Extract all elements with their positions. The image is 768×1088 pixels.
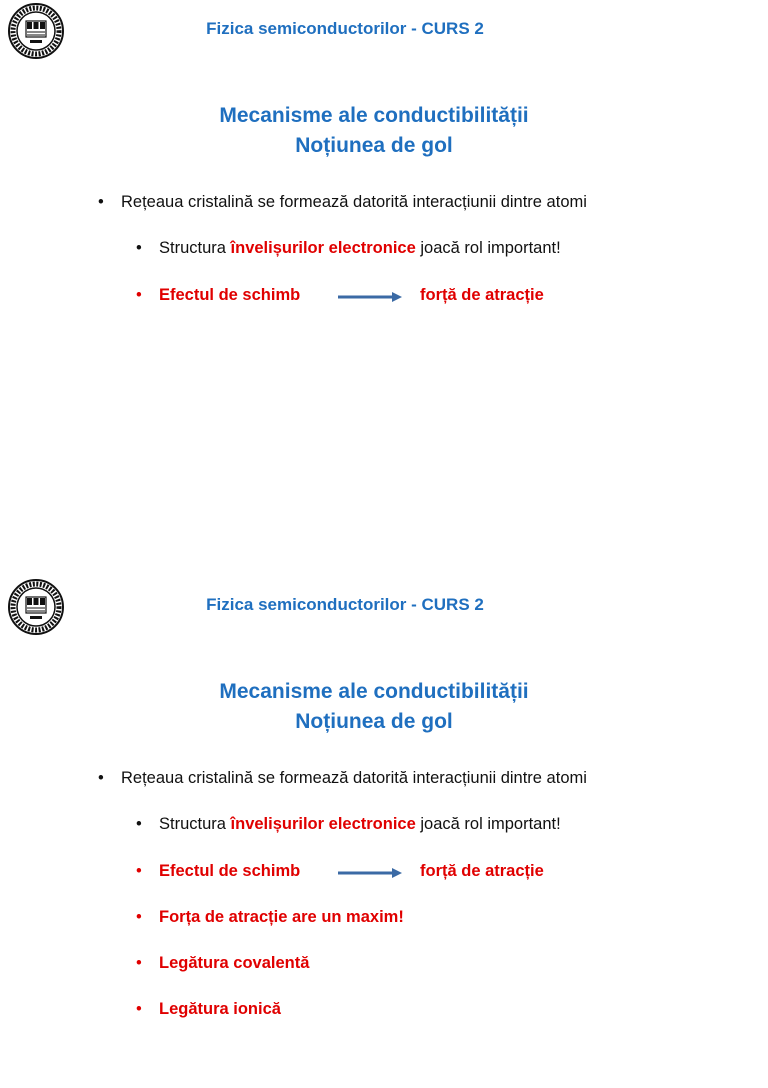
title-line-1: Mecanisme ale conductibilității — [219, 680, 529, 703]
bullet-text: Rețeaua cristalină se formează datorită interacțiunii dintre atomi — [121, 769, 587, 787]
bullet-text: Legătura ionică — [159, 1000, 281, 1018]
bullet-exchange — [136, 862, 301, 881]
page-title — [0, 677, 748, 737]
title-line-2: Noțiunea de gol — [295, 710, 453, 733]
bullet-text: Legătura covalentă — [159, 954, 310, 972]
bullet-lattice — [98, 193, 587, 212]
bullet-dot-icon: • — [136, 862, 142, 880]
title-line-1: Mecanisme ale conductibilității — [219, 104, 529, 127]
page-title — [0, 101, 748, 161]
bullet-dot-icon: • — [136, 908, 142, 926]
bullet-text: Forța de atracție are un maxim! — [159, 908, 404, 926]
slide-1 — [0, 0, 768, 512]
bullet-structure — [136, 239, 561, 258]
bullet-dot-icon: • — [136, 815, 142, 833]
bullet-dot-icon: • — [136, 286, 142, 304]
bullet-dot-icon: • — [136, 954, 142, 972]
bullet-text: Structura — [159, 239, 231, 257]
bullet-exchange — [136, 286, 301, 305]
bullet-text: Rețeaua cristalină se formează datorită interacțiunii dintre atomi — [121, 193, 587, 211]
bullet-highlight: învelișurilor electronice — [230, 815, 416, 833]
bullet-text: Efectul de schimb — [159, 286, 301, 304]
right-arrow-icon — [338, 868, 402, 878]
header-title: Fizica semiconductorilor - CURS 2 — [206, 595, 484, 614]
bullet-covalent — [136, 954, 310, 973]
bullet-ionic — [136, 1000, 281, 1019]
bullet-text: Efectul de schimb — [159, 862, 301, 880]
right-arrow-icon — [338, 292, 402, 302]
bullet-highlight: învelișurilor electronice — [230, 239, 416, 257]
slide-2 — [0, 576, 768, 1088]
bullet-text: joacă rol important! — [415, 815, 561, 833]
bullet-dot-icon: • — [136, 1000, 142, 1018]
bullet-max-force — [136, 908, 404, 927]
bullet-text: Structura — [159, 815, 231, 833]
bullet-dot-icon: • — [98, 769, 104, 787]
bullet-dot-icon: • — [136, 239, 142, 257]
bullet-dot-icon: • — [98, 193, 104, 211]
arrow-target-text: forță de atracție — [420, 862, 544, 880]
bullet-text: joacă rol important! — [415, 239, 561, 257]
arrow-target-text: forță de atracție — [420, 286, 544, 304]
bullet-structure — [136, 815, 561, 834]
title-line-2: Noțiunea de gol — [295, 134, 453, 157]
header-title: Fizica semiconductorilor - CURS 2 — [206, 19, 484, 38]
bullet-lattice — [98, 769, 587, 788]
